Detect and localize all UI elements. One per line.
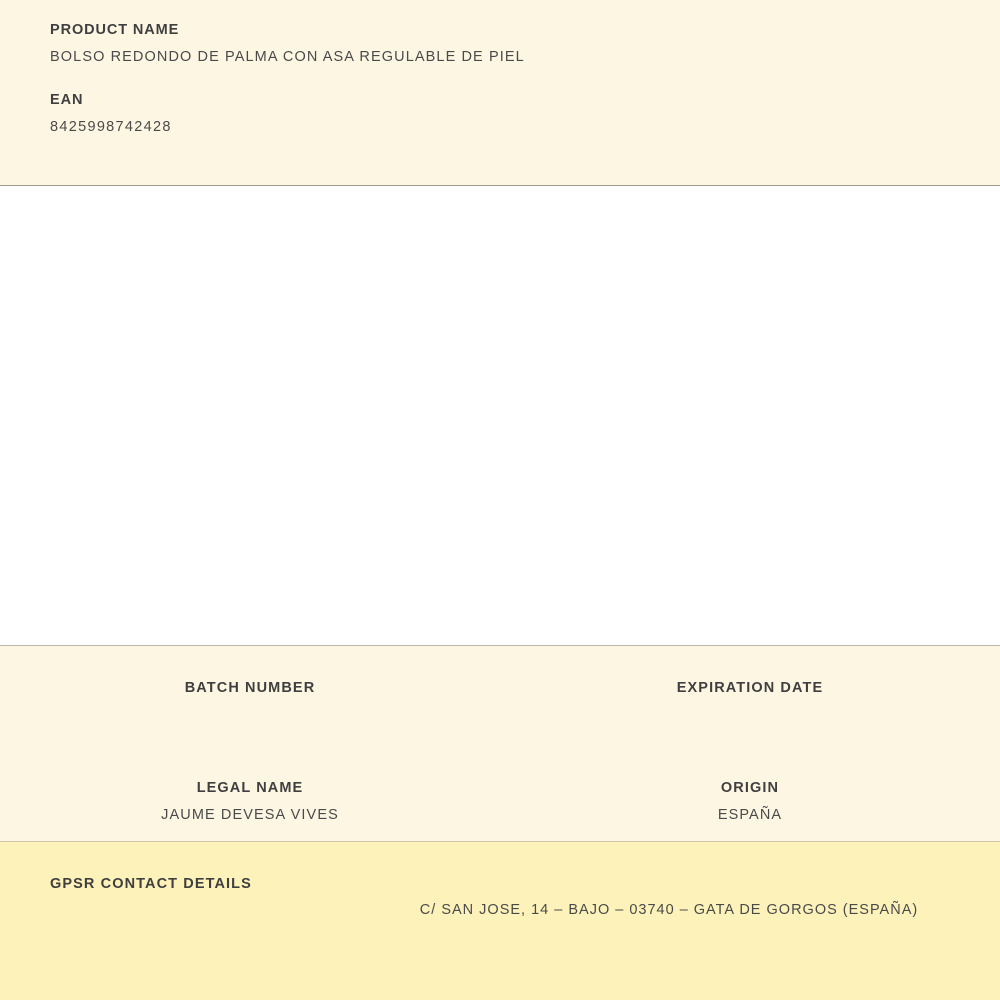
- product-name-field: [50, 22, 950, 65]
- ean-label: EAN: [50, 92, 84, 108]
- gpsr-contact-label: GPSR CONTACT DETAILS: [50, 876, 252, 892]
- origin-field: [500, 780, 1000, 824]
- batch-number-value: [0, 707, 500, 724]
- origin-value: ESPAÑA: [717, 807, 783, 823]
- gpsr-contact-address: C/ SAN JOSE, 14 – BAJO – 03740 – GATA DE GORGOS (ESPAÑA): [419, 902, 919, 918]
- batch-expiration-row: [0, 646, 1000, 724]
- legal-name-field: [0, 780, 500, 824]
- legal-name-label: LEGAL NAME: [196, 780, 304, 796]
- origin-label: ORIGIN: [720, 780, 780, 796]
- product-header-section: [0, 0, 1000, 186]
- product-image-area: [0, 186, 1000, 646]
- batch-number-field: [0, 680, 500, 724]
- expiration-date-label: EXPIRATION DATE: [676, 680, 824, 696]
- ean-value: 8425998742428: [50, 119, 172, 135]
- product-name-label: PRODUCT NAME: [50, 22, 180, 38]
- product-name-value: BOLSO REDONDO DE PALMA CON ASA REGULABLE DE PIEL: [50, 49, 525, 65]
- legal-origin-row: [0, 724, 1000, 824]
- gpsr-footer-section: [0, 842, 1000, 1000]
- ean-field: [50, 92, 950, 135]
- legal-name-value: JAUME DEVESA VIVES: [161, 807, 339, 823]
- expiration-date-value: [500, 707, 1000, 724]
- expiration-date-field: [500, 680, 1000, 724]
- batch-number-label: BATCH NUMBER: [184, 680, 316, 696]
- batch-legal-section: [0, 646, 1000, 842]
